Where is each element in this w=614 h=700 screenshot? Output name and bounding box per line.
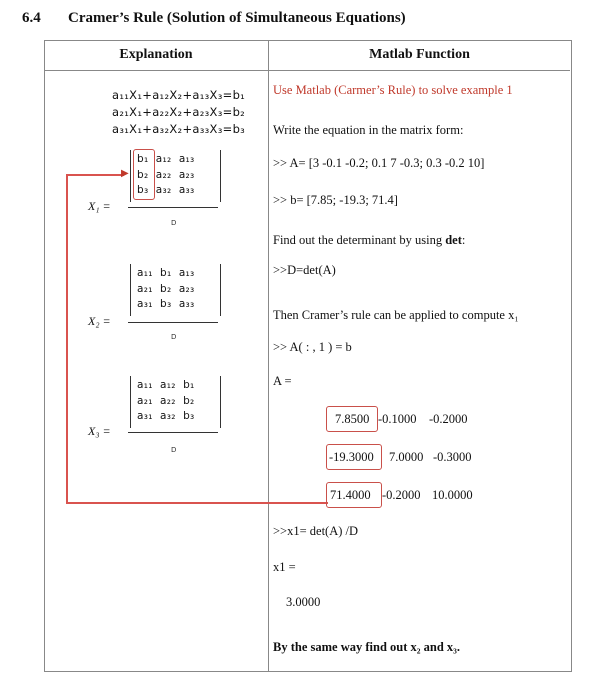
table-header-divider: [44, 70, 570, 71]
equation-1: a₁₁X₁+a₁₂X₂+a₁₃X₃=b₁: [112, 88, 246, 102]
matlab-write-eq: Write the equation in the matrix form:: [273, 123, 464, 137]
det-text-bold: det: [445, 233, 462, 247]
A-r3-c2: -0.2000: [382, 488, 421, 502]
x3-fraction-bar: [128, 432, 218, 433]
A-r2-c2: 7.0000: [389, 450, 424, 464]
x3-det-right-bar: [220, 376, 221, 428]
x1-cell: a₃₂: [155, 184, 172, 196]
matlab-A-label: A =: [273, 374, 292, 388]
A-r2-c1: -19.3000: [329, 450, 374, 464]
equation-2: a₂₁X₁+a₂₂X₂+a₂₃X₃=b₂: [112, 105, 246, 119]
A-r2-c3: -0.3000: [433, 450, 472, 464]
det-text-pre: Find out the determinant by using: [273, 233, 446, 247]
det-text-post: :: [461, 233, 466, 247]
x3-det-left-bar: [130, 376, 131, 428]
x2-denominator: D: [171, 333, 177, 341]
matlab-det-text: [273, 233, 465, 248]
x2-label: X₂ =: [88, 314, 111, 328]
x3-row-2: [137, 394, 195, 410]
section-heading: [22, 10, 406, 27]
x3-label: X₃ =: [88, 424, 111, 438]
x3-cell: a₃₁: [137, 410, 153, 422]
x2-matrix: [137, 266, 195, 313]
x2-det-right-bar: [220, 264, 221, 316]
A-r3-c3: 10.0000: [432, 488, 473, 502]
x3-cell: a₃₂: [160, 410, 176, 422]
matlab-cmd-A: >> A= [3 -0.1 -0.2; 0.1 7 -0.3; 0.3 -0.2 10]: [273, 156, 485, 170]
x3-cell: a₂₂: [160, 394, 176, 407]
connector-vertical: [66, 174, 68, 503]
x1-cell: a₁₃: [178, 153, 195, 165]
x3-row-1: [137, 378, 195, 394]
x2-row-2: [137, 282, 195, 298]
x1-row-1: [137, 152, 195, 168]
section-number: 6.4: [22, 10, 41, 26]
x1-cell: a₁₂: [155, 153, 172, 165]
x3-cell: b₂: [183, 394, 195, 407]
equation-system: [112, 87, 245, 138]
x1-cell: b₁: [137, 153, 149, 165]
section-title: Cramer’s Rule (Solution of Simultaneous Equations): [68, 10, 406, 26]
x3-cell: b₃: [183, 410, 195, 422]
x1-cell: a₂₃: [178, 168, 195, 181]
x1-cell: a₃₃: [178, 184, 195, 196]
x1-cell: b₂: [137, 168, 149, 181]
A-r3-c1: 71.4000: [330, 488, 371, 502]
matlab-cmd-assign: >> A( : , 1 ) = b: [273, 340, 352, 354]
x3-matrix: [137, 378, 195, 425]
matlab-final-text: By the same way find out x₂ and x₃.: [273, 640, 461, 654]
x2-cell: a₁₃: [178, 267, 195, 279]
x1-denominator: D: [171, 219, 177, 227]
matlab-cmd-b: >> b= [7.85; -19.3; 71.4]: [273, 193, 398, 207]
x3-cell: a₂₁: [137, 394, 153, 407]
x1-cell: b₃: [137, 184, 149, 196]
x1-row-3: [137, 183, 195, 199]
x2-row-3: [137, 297, 195, 313]
x2-cell: a₃₁: [137, 298, 153, 310]
x1-label: X₁ =: [88, 199, 111, 213]
A-r1-c3: -0.2000: [429, 412, 468, 426]
A-r1-c1: 7.8500: [335, 412, 370, 426]
x3-cell: a₁₂: [160, 379, 176, 391]
x2-fraction-bar: [128, 322, 218, 323]
x3-row-3: [137, 409, 195, 425]
x2-cell: a₂₁: [137, 282, 153, 295]
x1-cell: a₂₂: [155, 168, 172, 181]
connector-bottom: [66, 502, 328, 504]
column-header-explanation: Explanation: [119, 47, 193, 62]
matlab-x1-label: x1 =: [273, 560, 296, 574]
A-r1-c2: -0.1000: [378, 412, 417, 426]
connector-arrow-icon: ▶: [121, 168, 129, 179]
x1-det-left-bar: [130, 150, 131, 202]
connector-top: [66, 174, 124, 176]
x2-cell: b₁: [160, 267, 172, 279]
x1-det-right-bar: [220, 150, 221, 202]
column-header-matlab: Matlab Function: [369, 47, 470, 62]
matlab-x1-value: 3.0000: [286, 595, 321, 609]
x2-cell: a₁₁: [137, 267, 153, 279]
equation-3: a₃₁X₁+a₃₂X₂+a₃₃X₃=b₃: [112, 122, 246, 136]
x3-cell: b₁: [183, 379, 195, 391]
table-column-divider: [268, 40, 269, 671]
matlab-cmd-x1: >>x1= det(A) /D: [273, 524, 359, 538]
x3-cell: a₁₁: [137, 379, 153, 391]
matlab-intro: Use Matlab (Carmer’s Rule) to solve example 1: [273, 83, 513, 97]
x1-row-2: [137, 168, 195, 184]
x1-fraction-bar: [128, 207, 218, 208]
x2-cell: b₂: [160, 282, 172, 295]
x2-cell: a₂₃: [178, 282, 195, 295]
x3-denominator: D: [171, 446, 177, 454]
x2-row-1: [137, 266, 195, 282]
x2-cell: b₃: [160, 298, 172, 310]
x2-det-left-bar: [130, 264, 131, 316]
x1-matrix: [137, 152, 195, 199]
matlab-cramer-text: Then Cramer’s rule can be applied to compute x₁: [273, 308, 519, 322]
x2-cell: a₃₃: [178, 298, 195, 310]
matlab-cmd-D: >>D=det(A): [273, 263, 336, 277]
